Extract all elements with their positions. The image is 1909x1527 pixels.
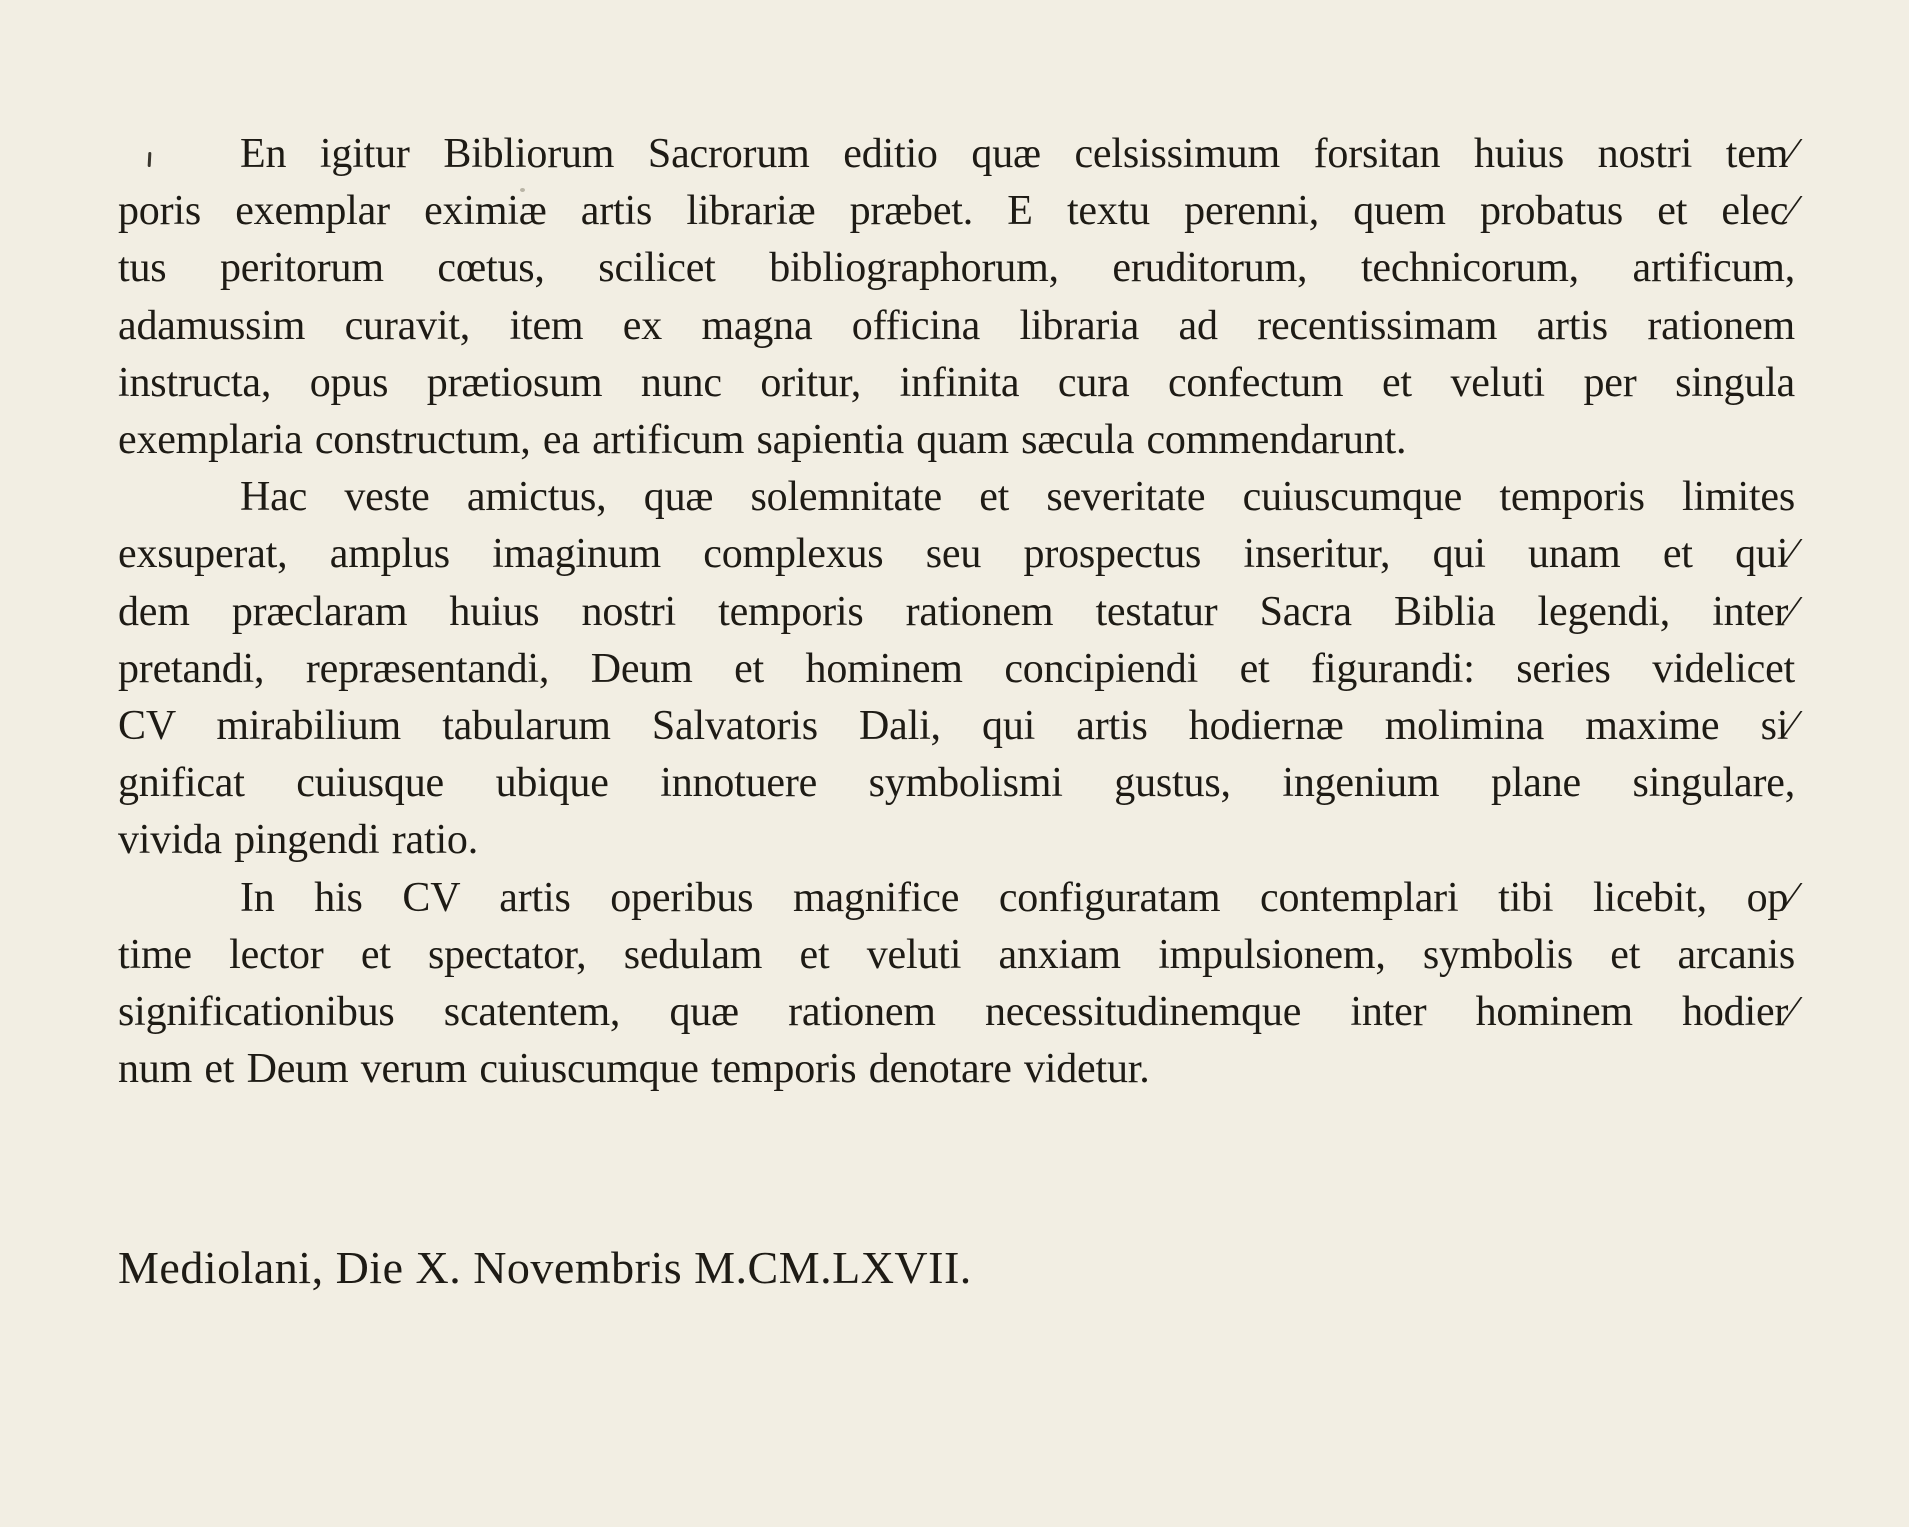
text-line: num et Deum verum cuiuscumque temporis denotare videtur.	[118, 1046, 1150, 1093]
paragraph-1	[118, 126, 1795, 469]
text-line: poris exemplar eximiæ artis librariæ præbet. E textu perenni, quem probatus et elec⁄	[118, 188, 1795, 235]
text-line: exsuperat, amplus imaginum complexus seu prospectus inseritur, qui unam et qui⁄	[118, 531, 1795, 578]
text-line: En igitur Bibliorum Sacrorum editio quæ celsissimum forsitan huius nostri tem⁄	[240, 131, 1795, 177]
text-line: pretandi, repræsentandi, Deum et hominem concipiendi et figurandi: series videlicet	[118, 645, 1795, 692]
text-line: vivida pingendi ratio.	[118, 817, 479, 864]
text-line: tus peritorum cœtus, scilicet bibliographorum, eruditorum, technicorum, artificum,	[118, 245, 1795, 292]
text-line: instructa, opus prætiosum nunc oritur, infinita cura confectum et veluti per singula	[118, 359, 1795, 406]
text-line: In his CV artis operibus magnifice configuratam contemplari tibi licebit, op⁄	[240, 874, 1795, 921]
text-line: time lector et spectator, sedulam et veluti anxiam impulsionem, symbolis et arcanis	[118, 931, 1795, 978]
paragraph-3	[118, 870, 1795, 1099]
text-line: gnificat cuiusque ubique innotuere symbolismi gustus, ingenium plane singulare,	[118, 760, 1795, 807]
text-line: Hac veste amictus, quæ solemnitate et severitate cuiuscumque temporis limites	[240, 474, 1795, 521]
dateline: Mediolani, Die X. Novembris M.CM.LXVII.	[118, 1242, 972, 1293]
paragraph-2	[118, 469, 1795, 869]
text-line: significationibus scatentem, quæ rationem necessitudinemque inter hominem hodier⁄	[118, 989, 1795, 1036]
text-line: dem præclaram huius nostri temporis rationem testatur Sacra Biblia legendi, inter⁄	[118, 588, 1795, 635]
text-line: CV mirabilium tabularum Salvatoris Dali, qui artis hodiernæ molimina maxime si⁄	[118, 703, 1795, 750]
text-line: exemplaria constructum, ea artificum sapientia quam sæcula commendarunt.	[118, 417, 1407, 464]
text-line: adamussim curavit, item ex magna officina libraria ad recentissimam artis rationem	[118, 302, 1795, 349]
body-text	[118, 126, 1795, 1098]
